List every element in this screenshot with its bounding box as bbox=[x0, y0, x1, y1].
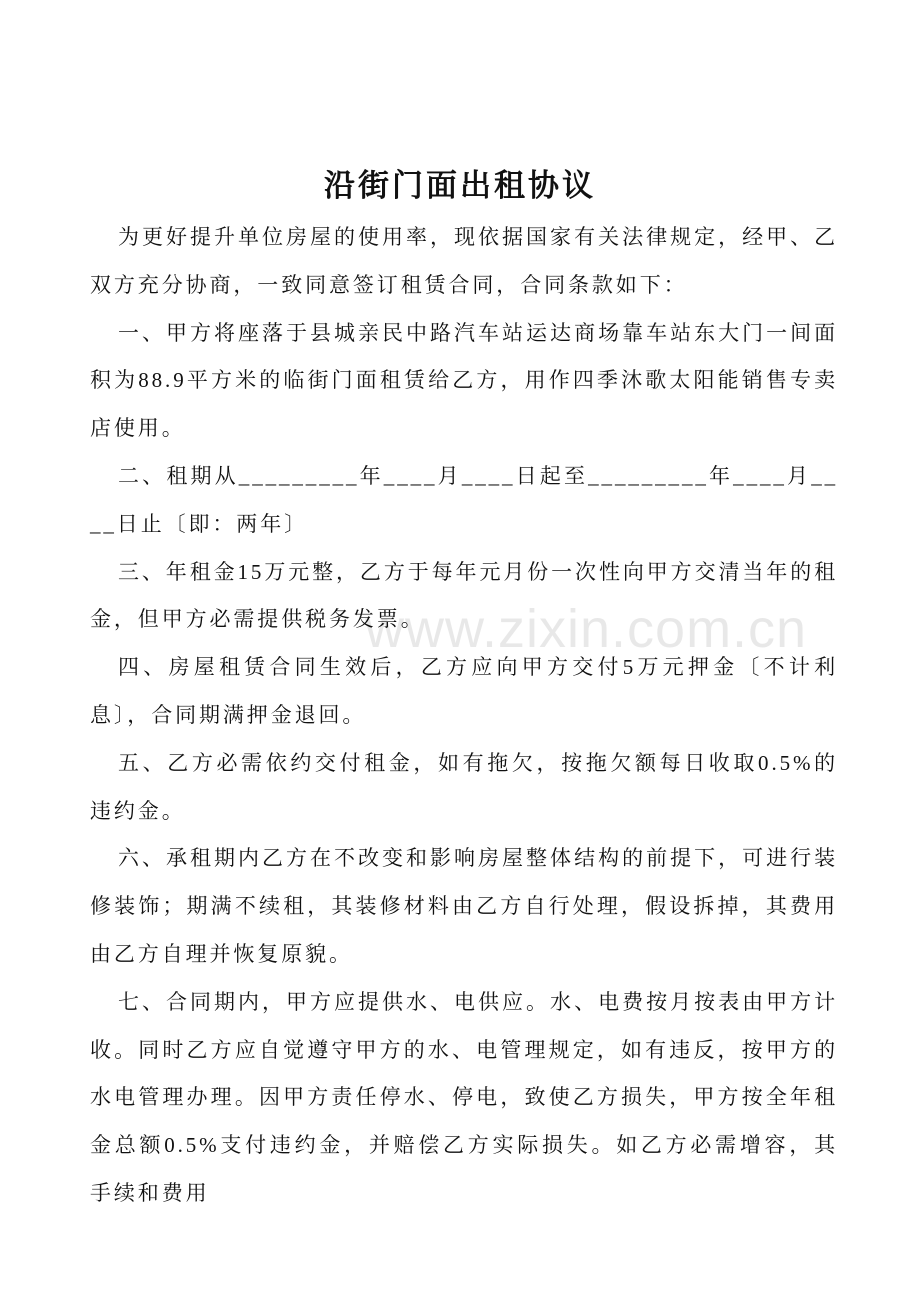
clause-5: 五、乙方必需依约交付租金，如有拖欠，按拖欠额每日收取0.5%的违约金。 bbox=[90, 750, 838, 823]
clause-1: 一、甲方将座落于县城亲民中路汽车站运达商场靠车站东大门一间面积为88.9平方米的临街门面租赁给乙方，用作四季沐歌太阳能销售专卖店使用。 bbox=[90, 320, 838, 441]
document-title: 沿街门面出租协议 bbox=[324, 168, 596, 203]
clause-3: 三、年租金15万元整，乙方于每年元月份一次性向甲方交清当年的租金，但甲方必需提供税务发票。 bbox=[90, 559, 838, 632]
clause-4: 四、房屋租赁合同生效后，乙方应向甲方交付5万元押金〔不计利息〕，合同期满押金退回。 bbox=[90, 655, 838, 727]
watermark: www.zixin.com.cn bbox=[365, 599, 808, 659]
clause-2: 二、租期从_________年____月____日起至_________年____月____日止〔即：两年〕 bbox=[90, 463, 838, 536]
clause-7: 七、合同期内，甲方应提供水、电供应。水、电费按月按表由甲方计收。同时乙方应自觉遵守甲方的水、电管理规定，如有违反，按甲方的水电管理办理。因甲方责任停水、停电，致使乙方损失，甲方按全年租金总额0.5%支付违约金，并赔偿乙方实际损失。如乙方必需增容，其手续和费用 bbox=[90, 989, 838, 1205]
intro-paragraph: 为更好提升单位房屋的使用率，现依据国家有关法律规定，经甲、乙双方充分协商，一致同意签订租赁合同，合同条款如下： bbox=[90, 225, 838, 297]
clause-6: 六、承租期内乙方在不改变和影响房屋整体结构的前提下，可进行装修装饰；期满不续租，其装修材料由乙方自行处理，假设拆掉，其费用由乙方自理并恢复原貌。 bbox=[90, 846, 838, 966]
document-body bbox=[90, 214, 838, 1218]
